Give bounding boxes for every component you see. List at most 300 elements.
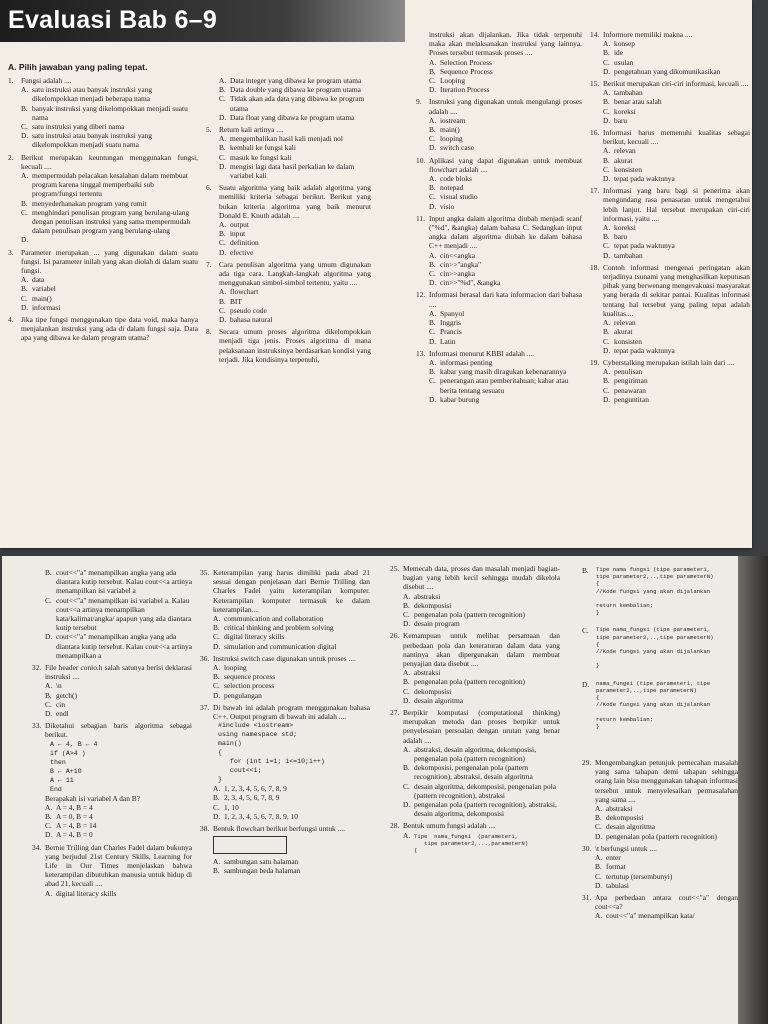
question-number: 32.: [32, 663, 42, 673]
answer-option: [200, 642, 370, 651]
question-stem: [416, 290, 582, 308]
question-item: [582, 893, 738, 921]
answer-option: [206, 287, 371, 296]
option-text: communication and collaboration: [224, 614, 324, 624]
question-number: 19.: [590, 357, 600, 367]
code-line: main(): [218, 740, 242, 748]
code-line: }: [218, 776, 222, 784]
option-text: 1, 2, 3, 4, 5, 6, 7, 8, 9: [224, 784, 287, 794]
question-item: [416, 30, 582, 94]
option-letter: B.: [45, 568, 52, 577]
option-letter: D.: [603, 115, 611, 125]
question-number: 16.: [590, 128, 600, 138]
question-item: [200, 568, 370, 651]
answer-option: [390, 687, 560, 696]
option-letter: C.: [429, 269, 436, 279]
answer-option: [206, 85, 371, 94]
question-followup: Berapakah isi variabel A dan B?: [45, 793, 141, 803]
option-letter: B.: [219, 296, 226, 306]
option-letter: D.: [219, 247, 227, 257]
question-stem: [390, 631, 560, 668]
code-line: then: [50, 758, 66, 766]
question-number: 8.: [206, 327, 212, 337]
option-text: relevan: [614, 318, 636, 328]
option-text: sequence process: [224, 672, 276, 682]
question-item: [8, 76, 198, 150]
question-item: [582, 844, 738, 890]
answer-option: [8, 104, 198, 122]
option-letter: B.: [429, 66, 436, 76]
option-text: desain algoritma: [606, 822, 656, 832]
option-text: cout<<"a" menampilkan isi variabel a. Kalau cout<<a artinya menampilkan kata/kalimat/angka/ apapun yang ada diantara kutip tersebut: [56, 595, 192, 633]
option-letter: A.: [603, 223, 611, 233]
option-letter: A.: [213, 784, 221, 794]
option-letter: C.: [219, 152, 226, 162]
question-item: [32, 568, 192, 660]
answer-option: [206, 153, 371, 162]
option-letter: A.: [595, 853, 603, 863]
question-item: [416, 97, 582, 152]
answer-option: [416, 251, 582, 260]
question-number: 4.: [8, 315, 14, 325]
option-letter: C.: [603, 385, 610, 395]
answer-option: [200, 614, 370, 623]
answer-option: [200, 632, 370, 641]
answer-option: [590, 251, 750, 260]
answer-option: [206, 134, 371, 143]
answer-option: [200, 857, 370, 866]
option-text: cout<<"a" menampilkan angka yang ada diantara kutip tersebut. Kalau cout<<a artinya menampilkan isi variabel a: [56, 568, 192, 596]
option-text: banyak instruksi yang dikelompokkan menjadi suatu nama: [32, 103, 188, 122]
option-letter: B.: [603, 48, 610, 58]
question-stem: [32, 721, 192, 739]
option-letter: D.: [603, 66, 611, 76]
option-text: Latin: [440, 336, 456, 346]
option-letter: A.: [429, 308, 437, 318]
question-stem: [8, 153, 198, 171]
question-text: Mengembangkan petunjuk pemecahan masalah yang sama tahapan demi tahapan sehingga orang lain bisa menggunakan tahapan informasi tersebut untuk menyelesaikan permasalahan yang sama ....: [595, 758, 738, 804]
question-stem: [590, 358, 750, 367]
option-letter: C.: [403, 686, 410, 696]
question-item: [590, 30, 750, 76]
option-text: desain algoritma, dekomposisi, pengenalan pola (pattern recognition), abstraksi: [414, 781, 557, 800]
answer-option: [416, 327, 582, 336]
code-option-column: [582, 566, 738, 924]
option-letter: C.: [219, 305, 226, 315]
answer-option: [32, 821, 192, 830]
option-text: akurat: [614, 327, 633, 337]
option-letter: A.: [21, 171, 29, 181]
option-letter: D.: [213, 811, 221, 821]
question-item: [32, 721, 192, 839]
option-letter: A.: [45, 681, 53, 691]
code-option-d: [582, 680, 738, 730]
column-5: [32, 568, 192, 901]
answer-option: [590, 367, 750, 376]
option-letter: C.: [595, 822, 602, 832]
question-text: instruksi akan dijalankan. Jika tidak terpenuhi maka akan melaksanakan instruksi yang lainnya. Proses tersebut termasuk proses ....: [429, 30, 582, 58]
option-text: Tidak akan ada data yang dibawa ke program utama: [230, 94, 365, 113]
question-stem: [206, 183, 371, 220]
option-text: penulisan: [614, 367, 643, 377]
question-text: Cyberstalking merupakan istilah lain dari ....: [603, 357, 735, 367]
question-text: File header conio.h salah satunya berisi deklarasi instruksi ....: [45, 663, 192, 682]
answer-option: [416, 125, 582, 134]
code-line: for (int i=1; i<=10;i++): [218, 758, 325, 766]
question-item: [200, 654, 370, 700]
answer-option: [590, 107, 750, 116]
option-letter: D.: [403, 619, 411, 629]
option-text: definition: [230, 238, 259, 248]
option-text: A = 4, B = 0: [56, 830, 93, 840]
question-number: 2.: [8, 152, 14, 162]
question-item: [8, 315, 198, 343]
option-text: tertutup (tersembunyi): [606, 871, 673, 881]
question-item: [416, 349, 582, 404]
option-text: pengetahuan yang dikomunikasikan: [614, 66, 721, 76]
option-text: [32, 235, 198, 244]
option-text: data: [32, 275, 45, 285]
question-stem: [32, 663, 192, 681]
option-letter: D.: [213, 690, 221, 700]
option-text: format: [606, 862, 626, 872]
answer-option: [416, 358, 582, 367]
column-6: [200, 568, 370, 879]
question-stem: [416, 349, 582, 358]
option-text: A = 0, B = 4: [56, 812, 93, 822]
option-text: penawaran: [614, 385, 647, 395]
answer-option: [32, 830, 192, 839]
question-number: 14.: [590, 30, 600, 39]
code-option-b: [582, 566, 738, 616]
option-text: satu instruksi atau banyak instruksi yang dikelompokkan menjadi beberapa nama: [32, 85, 153, 104]
option-text: pengenalan pola (pattern recognition): [414, 677, 526, 687]
question-text: Memecah data, proses dan masalah menjadi bagian-bagian yang lebih kecil sehingga mudah dikelola disebut ....: [403, 564, 560, 592]
option-text: visual studio: [440, 192, 478, 202]
option-text: baru: [614, 232, 628, 242]
answer-option: [416, 67, 582, 76]
question-number: 35.: [200, 568, 210, 577]
answer-option: [200, 793, 370, 802]
option-letter: D.: [429, 143, 437, 153]
option-text: abstraksi: [414, 591, 441, 601]
option-letter: C.: [45, 821, 52, 831]
question-item: [590, 358, 750, 404]
answer-option: [590, 67, 750, 76]
option-text: abstraksi: [414, 668, 441, 678]
question-item: [390, 631, 560, 705]
question-text: Berikut merupakan keuntungan menggunakan fungsi, kecuali ....: [21, 152, 198, 171]
answer-option: [206, 113, 371, 122]
option-letter: B.: [429, 318, 436, 328]
question-number: [416, 30, 429, 58]
question-stem: [416, 97, 582, 115]
option-letter: A.: [45, 802, 53, 812]
option-letter: A.: [403, 830, 411, 840]
option-letter: A.: [429, 357, 437, 367]
option-text: BIT: [230, 296, 242, 306]
answer-option: [416, 202, 582, 211]
question-stem: [590, 128, 750, 146]
question-text: Apa perbedaan antara cout<<"a" dengan cout<<a?: [595, 892, 738, 912]
question-stem: [200, 654, 370, 663]
option-letter: A.: [219, 134, 227, 144]
option-letter: A.: [21, 275, 29, 285]
answer-option: [206, 143, 371, 152]
option-text: Prancis: [440, 327, 462, 337]
answer-option: [206, 162, 371, 180]
option-text: main(): [32, 293, 52, 303]
option-text: getch(): [56, 690, 77, 700]
question-text: Bentuk umum fungsi adalah ....: [403, 821, 496, 831]
option-text: variabel: [32, 284, 56, 294]
option-letter: A.: [219, 287, 227, 297]
option-letter: C.: [582, 626, 589, 636]
answer-option: [582, 862, 738, 871]
option-text: dekomposisi, pengenalan pola (pattern recognition), abstraksi, desain algoritma: [414, 763, 533, 782]
option-letter: C.: [21, 122, 28, 132]
option-text: Data float yang dibawa ke program utama: [230, 112, 355, 122]
answer-option: [390, 610, 560, 619]
answer-option: [590, 241, 750, 250]
option-text: konsisten: [614, 164, 642, 174]
question-stem: [390, 564, 560, 592]
answer-option: [590, 58, 750, 67]
option-text: abstraksi, desain algoritma, dekomposisi, pengenalan pola (pattern recognition): [414, 744, 536, 764]
option-letter: A.: [213, 614, 221, 624]
question-item: [590, 186, 750, 260]
answer-option: [416, 395, 582, 404]
option-text: satu instruksi atau banyak instruksi yang dikelompokkan menjadi suatu nama: [32, 131, 153, 150]
code-line: if (A>4 ): [50, 749, 86, 757]
option-text: Spanyol: [440, 308, 465, 318]
option-text: koreksi: [614, 223, 636, 233]
question-number: 29.: [582, 758, 592, 768]
option-text: main(): [440, 125, 460, 135]
question-text: Fungsi adalah ....: [21, 76, 72, 85]
option-text: visio: [440, 201, 455, 211]
code-line: cout<<i;: [218, 767, 262, 775]
option-letter: C.: [603, 241, 610, 251]
option-text: mempermudah pelacakan kesalahan dalam membuat program karena tinggal memperbaiki sub program/fungsi tertentu: [32, 171, 188, 199]
answer-option: [390, 619, 560, 628]
answer-option: [582, 813, 738, 822]
option-letter: C.: [213, 632, 220, 642]
answer-option: [590, 395, 750, 404]
option-letter: A.: [403, 668, 411, 678]
answer-option: [416, 260, 582, 269]
answer-option: [416, 134, 582, 143]
question-stem: [416, 30, 582, 58]
section-heading: A. Pilih jawaban yang paling tepat.: [8, 62, 148, 72]
option-letter: D.: [603, 394, 611, 404]
flowchart-symbol: [213, 836, 287, 854]
question-stem: [8, 248, 198, 276]
question-item: [206, 260, 371, 324]
answer-option: [416, 85, 582, 94]
answer-option: [590, 174, 750, 183]
answer-option: [206, 94, 371, 112]
option-letter: C.: [429, 376, 436, 386]
answer-option: [582, 881, 738, 890]
option-letter: B.: [429, 125, 436, 135]
option-letter: B.: [603, 97, 610, 107]
option-letter: C.: [429, 134, 436, 144]
option-text: tepat pada waktunya: [614, 241, 675, 251]
option-letter: C.: [429, 76, 436, 86]
question-item: [200, 824, 370, 876]
option-text: pengenalan pola (pattern recognition), abstraksi, desain algoritma, dekomposisi: [414, 800, 557, 819]
option-text: output: [230, 220, 249, 230]
option-letter: D.: [429, 201, 437, 211]
option-letter: D.: [213, 641, 221, 651]
code-line: using namespace std;: [218, 731, 298, 739]
question-number: 3.: [8, 247, 14, 257]
option-letter: C.: [219, 94, 226, 104]
option-text: mengembalikan hasil kali menjadi nol: [230, 134, 343, 144]
answer-option: [416, 192, 582, 201]
question-text: Contoh informasi mengenai peringatan akan terjadinya tsunami yang menghasilkan keputusan pihak yang berwenang mengevakuasi masyarakat yang berada di sekitar pantai. Kualitas informasi tentang hal tersebut yang paling tepat adalah kualitas....: [603, 262, 750, 318]
option-letter: B.: [603, 155, 610, 165]
question-stem: [590, 79, 750, 88]
question-stem: [8, 76, 198, 85]
answer-option: [416, 58, 582, 67]
option-letter: A.: [213, 663, 221, 673]
option-letter: C.: [403, 610, 410, 620]
option-letter: D.: [403, 800, 411, 810]
question-item: [200, 703, 370, 821]
option-text: efective: [230, 247, 254, 257]
answer-option: [8, 294, 198, 303]
answer-option: [590, 318, 750, 327]
option-text: penerangan atau pemberitahuan; kabar atau berita tentang sesuatu: [440, 376, 569, 395]
option-letter: B.: [219, 85, 226, 95]
option-text: konsep: [614, 39, 635, 49]
answer-option: [32, 700, 192, 709]
answer-option: [8, 235, 198, 244]
question-stem: [416, 156, 582, 174]
option-letter: B.: [213, 672, 220, 682]
option-letter: A.: [403, 744, 411, 754]
answer-option: [582, 804, 738, 813]
option-text: tabulasi: [606, 880, 629, 890]
question-number: 26.: [390, 631, 400, 641]
question-item: [206, 125, 371, 180]
question-text: Berikut merupakan ciri-ciri informasi, kecuali ....: [603, 79, 749, 89]
option-text: Data integer yang dibawa ke program utama: [230, 76, 362, 85]
option-text: relevan: [614, 146, 636, 156]
option-text: 2, 3, 4, 5, 6, 7, 8, 9: [224, 793, 280, 803]
option-text: Looping: [440, 76, 466, 86]
option-letter: A.: [403, 591, 411, 601]
question-number: 37.: [200, 702, 210, 712]
question-number: 38.: [200, 824, 210, 834]
question-number: 11.: [416, 213, 425, 223]
question-stem: [206, 327, 371, 364]
option-text: \n: [56, 681, 62, 691]
option-text: dekomposisi: [606, 813, 644, 823]
answer-option: [416, 309, 582, 318]
option-letter: B.: [213, 793, 220, 803]
answer-option: [32, 632, 192, 660]
option-text: dekomposisi: [414, 686, 452, 696]
option-text: sambungan satu halaman: [224, 857, 299, 867]
option-letter: A.: [219, 220, 227, 230]
answer-option: [390, 677, 560, 686]
option-text: informasi: [32, 302, 61, 312]
question-item: [206, 327, 371, 364]
answer-option: [32, 889, 192, 898]
option-letter: D.: [219, 315, 227, 325]
option-letter: D.: [429, 85, 437, 95]
question-number: 34.: [32, 842, 42, 852]
question-stem: [206, 125, 371, 134]
answer-option: [416, 174, 582, 183]
answer-option: [32, 812, 192, 821]
option-letter: A.: [603, 88, 611, 98]
code-block: Tipe nama fungsi (tipe parameter1, tipe parameter2,..,tipe parameterN) { //Kode fungsi yang akan dijalankan return kembalian; }: [596, 566, 714, 617]
option-text: akurat: [614, 155, 633, 165]
option-text: switch case: [440, 143, 474, 153]
option-text: pengulangan: [224, 690, 262, 700]
option-letter: D.: [603, 174, 611, 184]
option-text: pseudo code: [230, 305, 267, 315]
option-text: Sequence Process: [440, 66, 493, 76]
answer-option: [582, 911, 738, 920]
question-text: Informasi menurut KBBI adalah ....: [429, 348, 535, 358]
option-text: looping: [440, 134, 463, 144]
option-text: A = 4, B = 14: [56, 821, 97, 831]
answer-option: [8, 171, 198, 199]
question-text: Instruksi yang digunakan untuk mengulangi proses adalah ....: [429, 97, 582, 116]
answer-option: [590, 376, 750, 385]
option-letter: D.: [595, 880, 603, 890]
question-text: Suatu algoritma yang baik adalah algoritma yang memiliki kriteria sebagai berikut. Berikut yang bukan kriteria algoritma yang baik menurut Donald E. Knuth adalah ....: [219, 183, 371, 220]
answer-option: [206, 315, 371, 324]
answer-option: [590, 146, 750, 155]
question-item: [8, 248, 198, 312]
option-letter: C.: [603, 106, 610, 116]
question-number: 12.: [416, 290, 426, 300]
option-text: digital literacy skills: [56, 888, 117, 898]
code-line: #include <iostream>: [218, 722, 294, 730]
answer-option: [206, 220, 371, 229]
answer-option: [390, 745, 560, 763]
answer-option: [206, 229, 371, 238]
option-letter: C.: [45, 699, 52, 709]
option-text: informasi penting: [440, 357, 493, 367]
answer-option: [416, 183, 582, 192]
option-letter: D.: [45, 709, 53, 719]
answer-option: [590, 39, 750, 48]
option-letter: C.: [603, 164, 610, 174]
option-text: Iteration Process: [440, 85, 490, 95]
option-text: cin<<angka: [440, 250, 476, 260]
question-stem: [590, 186, 750, 223]
option-letter: D.: [429, 336, 437, 346]
option-text: satu instruksi yang diberi nama: [32, 122, 125, 132]
question-text: Informore memiliki makna ....: [603, 30, 693, 39]
option-letter: C.: [21, 293, 28, 303]
answer-option: [8, 122, 198, 131]
option-letter: B.: [21, 198, 28, 208]
option-text: ide: [614, 48, 624, 58]
question-stem: [32, 843, 192, 889]
question-number: 7.: [206, 259, 212, 269]
column-7: [390, 564, 560, 855]
option-letter: B.: [21, 103, 28, 113]
option-letter: B.: [429, 259, 436, 269]
